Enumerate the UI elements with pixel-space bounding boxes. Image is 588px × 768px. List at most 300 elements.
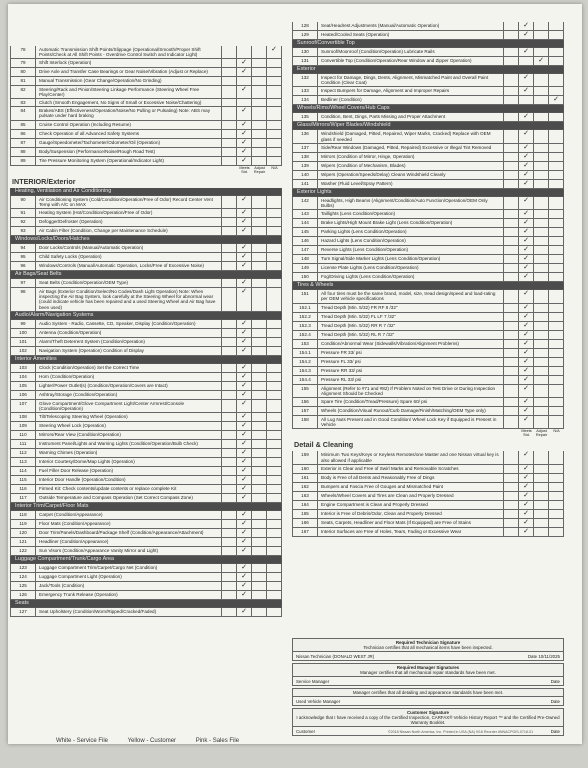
check-box[interactable]: ✓ (519, 358, 534, 366)
check-box[interactable] (222, 107, 237, 119)
check-box[interactable] (504, 510, 519, 518)
check-box[interactable] (222, 364, 237, 372)
check-box[interactable] (549, 331, 563, 339)
check-box[interactable] (267, 68, 281, 76)
check-box[interactable]: ✓ (237, 400, 252, 412)
check-box[interactable]: ✓ (237, 520, 252, 528)
check-box[interactable]: ✓ (519, 398, 534, 406)
check-box[interactable] (267, 364, 281, 372)
check-box[interactable] (549, 31, 563, 39)
check-box[interactable] (222, 99, 237, 106)
check-box[interactable] (252, 320, 267, 328)
check-box[interactable]: ✓ (519, 130, 534, 142)
check-box[interactable] (549, 304, 563, 312)
check-box[interactable] (534, 474, 549, 482)
check-box[interactable] (267, 391, 281, 399)
check-box[interactable] (252, 77, 267, 84)
check-box[interactable] (252, 494, 267, 502)
check-box[interactable]: ✓ (237, 413, 252, 421)
check-box[interactable] (549, 376, 563, 384)
check-box[interactable] (252, 262, 267, 270)
check-box[interactable] (252, 86, 267, 98)
check-box[interactable]: ✓ (237, 68, 252, 76)
check-box[interactable] (534, 96, 549, 104)
check-box[interactable] (267, 320, 281, 328)
check-box[interactable] (252, 582, 267, 590)
check-box[interactable] (252, 227, 267, 235)
check-box[interactable] (504, 237, 519, 245)
check-box[interactable] (549, 407, 563, 415)
check-box[interactable]: ✓ (237, 329, 252, 337)
check-box[interactable]: ✓ (519, 87, 534, 95)
check-box[interactable] (252, 564, 267, 572)
check-box[interactable] (549, 290, 563, 302)
check-box[interactable] (504, 162, 519, 170)
check-box[interactable] (267, 520, 281, 528)
check-box[interactable] (252, 608, 267, 616)
check-box[interactable]: ✓ (519, 483, 534, 491)
check-box[interactable] (267, 288, 281, 311)
check-box[interactable] (504, 171, 519, 179)
check-box[interactable] (534, 113, 549, 121)
check-box[interactable] (504, 322, 519, 330)
check-box[interactable]: ✓ (519, 407, 534, 415)
check-box[interactable] (252, 467, 267, 475)
check-box[interactable] (549, 367, 563, 375)
service-manager-line[interactable] (292, 677, 564, 686)
check-box[interactable] (252, 121, 267, 129)
check-box[interactable] (222, 68, 237, 76)
check-box[interactable] (252, 209, 267, 217)
check-box[interactable]: ✓ (237, 253, 252, 261)
check-box[interactable]: ✓ (237, 431, 252, 439)
check-box[interactable] (504, 528, 519, 536)
check-box[interactable] (534, 367, 549, 375)
check-box[interactable] (549, 197, 563, 209)
check-box[interactable] (549, 74, 563, 86)
check-box[interactable]: ✓ (237, 347, 252, 355)
check-box[interactable] (222, 511, 237, 519)
check-box[interactable]: ✓ (519, 313, 534, 321)
check-box[interactable] (549, 313, 563, 321)
check-box[interactable] (267, 329, 281, 337)
check-box[interactable]: ✓ (519, 349, 534, 357)
check-box[interactable] (222, 382, 237, 390)
check-box[interactable] (267, 253, 281, 261)
check-box[interactable]: ✓ (519, 501, 534, 509)
check-box[interactable]: ✓ (519, 304, 534, 312)
check-box[interactable] (222, 139, 237, 147)
check-box[interactable] (252, 547, 267, 555)
check-box[interactable]: ✓ (237, 422, 252, 430)
check-box[interactable]: ✓ (553, 96, 559, 104)
check-box[interactable] (549, 87, 563, 95)
check-box[interactable]: ✓ (519, 162, 534, 170)
check-box[interactable] (237, 99, 252, 106)
check-box[interactable] (267, 538, 281, 546)
check-box[interactable]: ✓ (519, 451, 534, 463)
check-box[interactable] (222, 400, 237, 412)
check-box[interactable] (267, 529, 281, 537)
check-box[interactable]: ✓ (519, 322, 534, 330)
check-box[interactable] (222, 157, 237, 165)
check-box[interactable] (252, 347, 267, 355)
check-box[interactable] (504, 416, 519, 428)
check-box[interactable]: ✓ (519, 331, 534, 339)
check-box[interactable] (504, 130, 519, 142)
check-box[interactable] (267, 244, 281, 252)
check-box[interactable] (549, 358, 563, 366)
check-box[interactable] (504, 228, 519, 236)
check-box[interactable] (222, 86, 237, 98)
check-box[interactable] (222, 288, 237, 311)
check-box[interactable] (222, 209, 237, 217)
check-box[interactable] (534, 180, 549, 188)
check-box[interactable] (549, 130, 563, 142)
check-box[interactable] (267, 227, 281, 235)
check-box[interactable] (549, 398, 563, 406)
check-box[interactable] (252, 130, 267, 138)
check-box[interactable] (252, 338, 267, 346)
tech-signature-line[interactable] (292, 652, 564, 661)
check-box[interactable] (504, 113, 519, 121)
check-box[interactable] (534, 153, 549, 161)
check-box[interactable]: ✓ (237, 582, 252, 590)
check-box[interactable]: ✓ (519, 367, 534, 375)
check-box[interactable] (222, 582, 237, 590)
check-box[interactable] (252, 413, 267, 421)
check-box[interactable]: ✓ (237, 279, 252, 287)
check-box[interactable]: ✓ (519, 510, 534, 518)
check-box[interactable] (549, 492, 563, 500)
check-box[interactable] (534, 162, 549, 170)
check-box[interactable]: ✓ (519, 340, 534, 348)
check-box[interactable] (252, 288, 267, 311)
check-box[interactable]: ✓ (519, 519, 534, 527)
check-box[interactable] (222, 130, 237, 138)
check-box[interactable] (504, 74, 519, 86)
check-box[interactable] (222, 564, 237, 572)
check-box[interactable] (222, 520, 237, 528)
check-box[interactable]: ✓ (237, 391, 252, 399)
check-box[interactable] (267, 591, 281, 599)
check-box[interactable] (504, 451, 519, 463)
check-box[interactable] (504, 255, 519, 263)
check-box[interactable] (267, 476, 281, 484)
check-box[interactable] (252, 422, 267, 430)
check-box[interactable] (267, 347, 281, 355)
check-box[interactable] (534, 416, 549, 428)
check-box[interactable] (252, 520, 267, 528)
check-box[interactable] (534, 519, 549, 527)
check-box[interactable]: ✓ (237, 458, 252, 466)
check-box[interactable]: ✓ (237, 485, 252, 493)
check-box[interactable] (267, 86, 281, 98)
check-box[interactable] (252, 382, 267, 390)
check-box[interactable] (549, 144, 563, 152)
check-box[interactable] (504, 331, 519, 339)
check-box[interactable] (222, 573, 237, 581)
check-box[interactable] (504, 246, 519, 254)
check-box[interactable] (549, 57, 563, 65)
check-box[interactable] (267, 582, 281, 590)
check-box[interactable]: ✓ (237, 262, 252, 270)
check-box[interactable]: ✓ (237, 364, 252, 372)
check-box[interactable] (222, 467, 237, 475)
check-box[interactable]: ✓ (237, 244, 252, 252)
check-box[interactable] (549, 416, 563, 428)
check-box[interactable]: ✓ (237, 218, 252, 226)
check-box[interactable] (504, 474, 519, 482)
check-box[interactable] (267, 130, 281, 138)
check-box[interactable] (267, 157, 281, 165)
check-box[interactable] (222, 338, 237, 346)
check-box[interactable]: ✓ (237, 121, 252, 129)
check-box[interactable]: ✓ (237, 148, 252, 156)
check-box[interactable] (222, 431, 237, 439)
check-box[interactable] (222, 529, 237, 537)
check-box[interactable] (252, 391, 267, 399)
check-box[interactable]: ✓ (237, 529, 252, 537)
check-box[interactable]: ✓ (237, 591, 252, 599)
check-box[interactable]: ✓ (237, 227, 252, 235)
check-box[interactable] (267, 262, 281, 270)
check-box[interactable]: ✓ (237, 564, 252, 572)
check-box[interactable] (549, 162, 563, 170)
check-box[interactable] (534, 501, 549, 509)
check-box[interactable] (534, 22, 549, 30)
check-box[interactable] (504, 358, 519, 366)
check-box[interactable]: ✓ (519, 153, 534, 161)
check-box[interactable] (267, 382, 281, 390)
check-box[interactable] (222, 440, 237, 448)
check-box[interactable] (549, 246, 563, 254)
check-box[interactable] (222, 262, 237, 270)
check-box[interactable] (549, 228, 563, 236)
check-box[interactable] (267, 121, 281, 129)
check-box[interactable] (534, 48, 549, 56)
check-box[interactable] (252, 373, 267, 381)
check-box[interactable]: ✓ (519, 416, 534, 428)
check-box[interactable]: ✓ (237, 59, 252, 67)
check-box[interactable] (222, 391, 237, 399)
check-box[interactable] (504, 57, 519, 65)
check-box[interactable] (222, 485, 237, 493)
check-box[interactable]: ✓ (237, 382, 252, 390)
check-box[interactable]: ✓ (519, 376, 534, 384)
check-box[interactable] (534, 331, 549, 339)
check-box[interactable] (267, 59, 281, 67)
check-box[interactable] (267, 218, 281, 226)
check-box[interactable]: ✓ (271, 46, 277, 53)
check-box[interactable] (504, 367, 519, 375)
check-box[interactable] (252, 59, 267, 67)
check-box[interactable] (252, 68, 267, 76)
check-box[interactable] (549, 501, 563, 509)
check-box[interactable] (504, 398, 519, 406)
check-box[interactable]: ✓ (534, 57, 549, 65)
check-box[interactable] (504, 492, 519, 500)
check-box[interactable]: ✓ (237, 476, 252, 484)
check-box[interactable] (504, 87, 519, 95)
check-box[interactable] (534, 385, 549, 397)
check-box[interactable] (252, 431, 267, 439)
check-box[interactable]: ✓ (519, 74, 534, 86)
check-box[interactable]: ✓ (519, 228, 534, 236)
check-box[interactable] (534, 171, 549, 179)
check-box[interactable] (549, 153, 563, 161)
check-box[interactable] (549, 180, 563, 188)
check-box[interactable] (267, 573, 281, 581)
check-box[interactable] (222, 244, 237, 252)
check-box[interactable]: ✓ (519, 197, 534, 209)
check-box[interactable] (534, 290, 549, 302)
check-box[interactable]: ✓ (519, 492, 534, 500)
check-box[interactable] (267, 77, 281, 84)
check-box[interactable] (534, 313, 549, 321)
check-box[interactable] (504, 376, 519, 384)
check-box[interactable] (222, 422, 237, 430)
check-box[interactable] (534, 197, 549, 209)
check-box[interactable] (504, 385, 519, 397)
check-box[interactable] (534, 74, 549, 86)
check-box[interactable] (549, 510, 563, 518)
check-box[interactable] (549, 385, 563, 397)
check-box[interactable] (222, 608, 237, 616)
check-box[interactable] (534, 407, 549, 415)
check-box[interactable] (252, 591, 267, 599)
check-box[interactable] (267, 511, 281, 519)
check-box[interactable] (252, 279, 267, 287)
check-box[interactable]: ✓ (519, 31, 534, 39)
check-box[interactable] (549, 171, 563, 179)
check-box[interactable] (222, 458, 237, 466)
check-box[interactable] (534, 451, 549, 463)
check-box[interactable] (252, 573, 267, 581)
check-box[interactable]: ✓ (519, 22, 534, 30)
check-box[interactable] (504, 407, 519, 415)
check-box[interactable] (534, 237, 549, 245)
check-box[interactable] (504, 210, 519, 218)
check-box[interactable] (534, 528, 549, 536)
check-box[interactable] (534, 246, 549, 254)
check-box[interactable]: ✓ (237, 373, 252, 381)
check-box[interactable]: ✓ (237, 494, 252, 502)
check-box[interactable] (267, 196, 281, 208)
check-box[interactable]: ✓ (237, 107, 252, 119)
check-box[interactable]: ✓ (519, 113, 534, 121)
check-box[interactable]: ✓ (519, 219, 534, 227)
check-box[interactable] (504, 465, 519, 473)
check-box[interactable]: ✓ (519, 171, 534, 179)
check-box[interactable]: ✓ (519, 528, 534, 536)
check-box[interactable] (504, 483, 519, 491)
check-box[interactable] (267, 547, 281, 555)
check-box[interactable] (549, 528, 563, 536)
check-box[interactable] (222, 279, 237, 287)
check-box[interactable]: ✓ (519, 210, 534, 218)
check-box[interactable] (549, 519, 563, 527)
check-box[interactable]: ✓ (237, 573, 252, 581)
check-box[interactable] (549, 483, 563, 491)
check-box[interactable]: ✓ (519, 273, 534, 281)
check-box[interactable]: ✓ (519, 255, 534, 263)
check-box[interactable] (267, 422, 281, 430)
check-box[interactable] (267, 279, 281, 287)
check-box[interactable] (504, 264, 519, 272)
check-box[interactable]: ✓ (519, 290, 534, 302)
check-box[interactable] (534, 304, 549, 312)
check-box[interactable]: ✓ (237, 467, 252, 475)
check-box[interactable] (267, 608, 281, 616)
check-box[interactable] (534, 144, 549, 152)
check-box[interactable] (252, 99, 267, 106)
check-box[interactable] (534, 255, 549, 263)
check-box[interactable]: ✓ (237, 157, 252, 165)
check-box[interactable] (267, 564, 281, 572)
check-box[interactable] (222, 373, 237, 381)
check-box[interactable] (534, 340, 549, 348)
check-box[interactable] (504, 48, 519, 56)
check-box[interactable] (252, 253, 267, 261)
check-box[interactable] (267, 449, 281, 457)
check-box[interactable] (549, 255, 563, 263)
check-box[interactable]: ✓ (237, 440, 252, 448)
check-box[interactable] (549, 322, 563, 330)
check-box[interactable] (267, 413, 281, 421)
check-box[interactable] (549, 451, 563, 463)
check-box[interactable] (222, 547, 237, 555)
check-box[interactable] (549, 273, 563, 281)
check-box[interactable] (222, 218, 237, 226)
check-box[interactable]: ✓ (237, 338, 252, 346)
check-box[interactable] (534, 264, 549, 272)
check-box[interactable] (252, 476, 267, 484)
check-box[interactable] (252, 449, 267, 457)
check-box[interactable] (252, 364, 267, 372)
check-box[interactable]: ✓ (519, 144, 534, 152)
check-box[interactable] (252, 400, 267, 412)
check-box[interactable]: ✓ (519, 48, 534, 56)
check-box[interactable]: ✓ (519, 465, 534, 473)
check-box[interactable] (267, 431, 281, 439)
check-box[interactable]: ✓ (237, 511, 252, 519)
check-box[interactable] (534, 510, 549, 518)
check-box[interactable] (534, 358, 549, 366)
check-box[interactable] (252, 148, 267, 156)
check-box[interactable] (534, 273, 549, 281)
check-box[interactable] (534, 87, 549, 95)
check-box[interactable] (504, 349, 519, 357)
check-box[interactable]: ✓ (237, 196, 252, 208)
check-box[interactable] (504, 31, 519, 39)
check-box[interactable] (222, 46, 237, 58)
check-box[interactable] (222, 591, 237, 599)
check-box[interactable] (534, 322, 549, 330)
check-box[interactable] (534, 130, 549, 142)
check-box[interactable] (222, 77, 237, 84)
check-box[interactable] (252, 218, 267, 226)
check-box[interactable] (504, 219, 519, 227)
check-box[interactable] (504, 197, 519, 209)
check-box[interactable] (267, 400, 281, 412)
check-box[interactable] (549, 210, 563, 218)
check-box[interactable] (252, 329, 267, 337)
check-box[interactable] (549, 264, 563, 272)
check-box[interactable] (252, 244, 267, 252)
check-box[interactable] (267, 494, 281, 502)
check-box[interactable] (252, 440, 267, 448)
